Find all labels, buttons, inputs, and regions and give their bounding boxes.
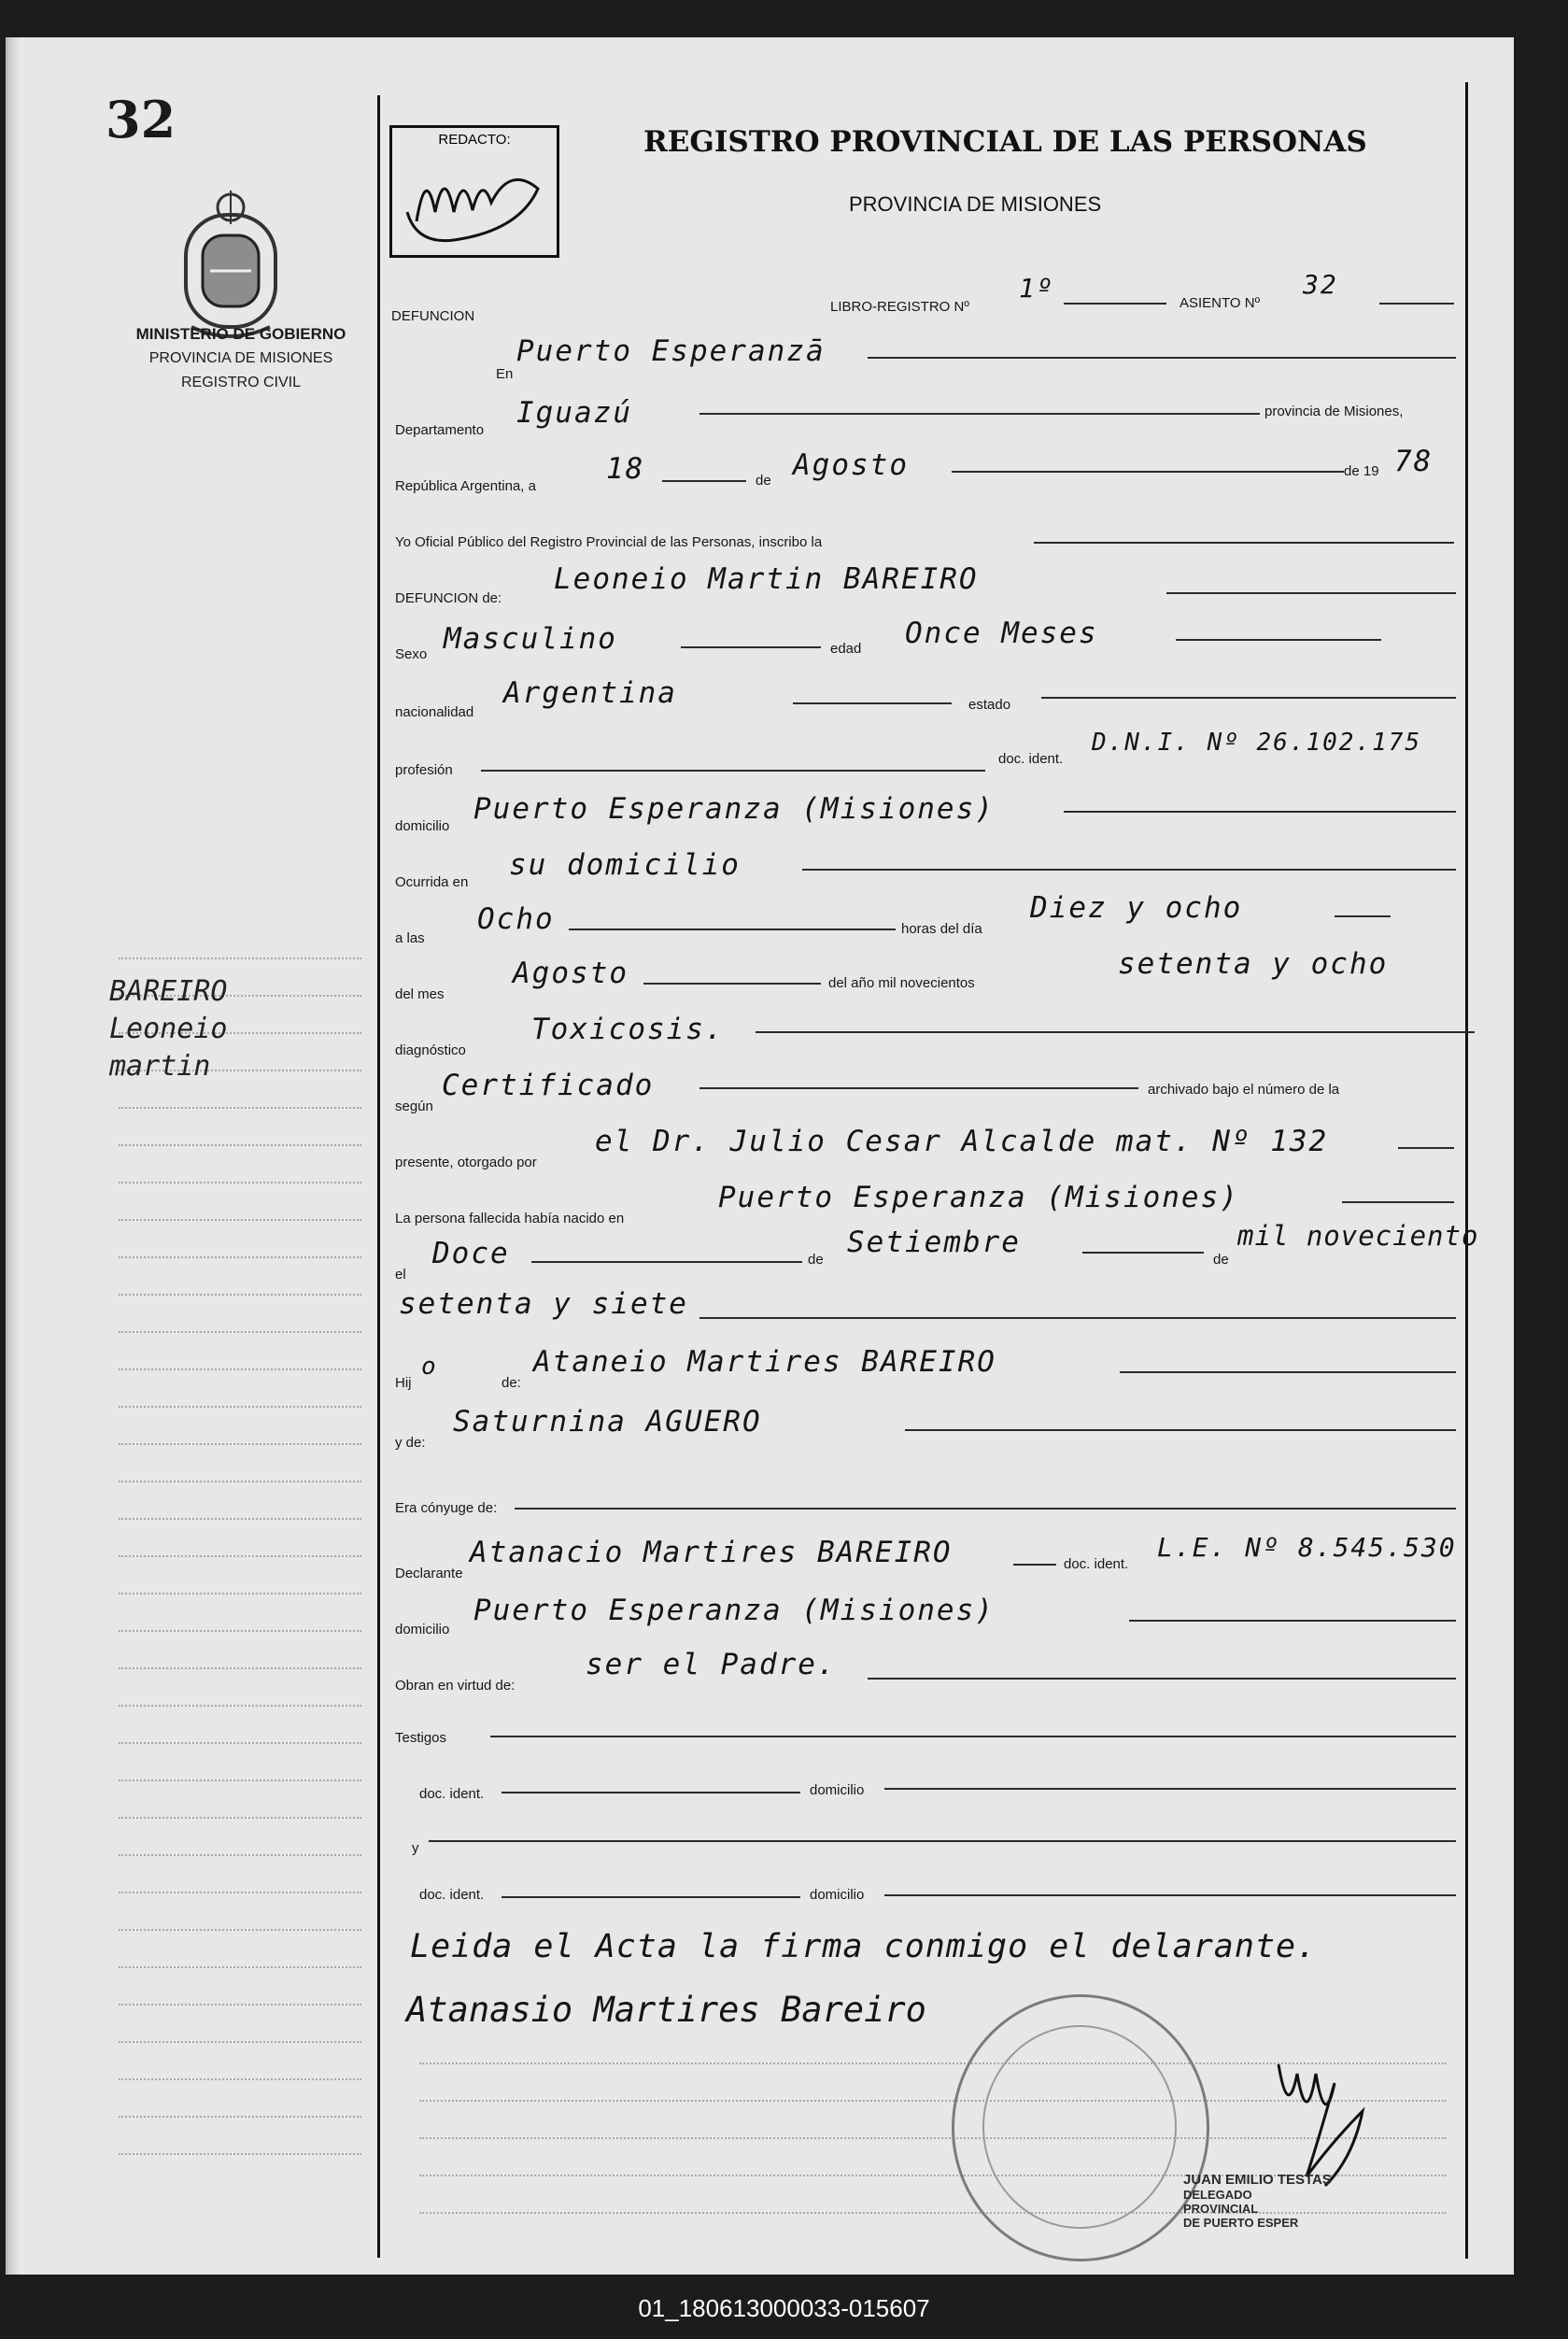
padre-value: Ataneio Martires BAREIRO [533,1345,996,1379]
margin-line [119,1555,361,1558]
redacto-box [389,125,559,258]
fill-line [905,1429,1456,1431]
otorgado-value: el Dr. Julio Cesar Alcalde mat. Nº 132 [595,1125,1329,1158]
nac-dia-value: Doce [432,1237,510,1270]
fill-line [868,357,1456,359]
fill-line [1041,697,1456,699]
de-colon-label: de: [501,1375,521,1391]
edad-label: edad [830,641,862,657]
diagnostico-label: diagnóstico [395,1042,466,1058]
margin-line [119,1294,361,1297]
el-label: el [395,1267,406,1283]
fill-line [952,471,1344,473]
fill-line [1013,1564,1056,1566]
de19-label: de 19 [1344,463,1379,479]
dia-value: 18 [606,452,645,486]
segun-label: según [395,1099,433,1114]
provincia-label: provincia de Misiones, [1264,404,1404,419]
domicilio-value: Puerto Esperanza (Misiones) [473,792,995,826]
nacido-value: Puerto Esperanza (Misiones) [718,1181,1239,1214]
doc-ident-label: doc. ident. [998,751,1064,767]
margin-line [119,1368,361,1371]
official-stamp-line: DELEGADO [1183,2188,1252,2202]
page-number: 32 [106,90,177,149]
declarante-domicilio-value: Puerto Esperanza (Misiones) [473,1594,995,1627]
declarante-signature: Atanasio Martires Bareiro [406,1990,926,2030]
departamento-label: Departamento [395,422,485,438]
margin-line [119,1256,361,1259]
fill-line [481,770,985,772]
libro-label: LIBRO-REGISTRO Nº [830,299,969,315]
nacionalidad-label: nacionalidad [395,704,474,720]
tipo-label: DEFUNCION [391,308,475,324]
redacto-label: REDACTO: [438,132,511,148]
fill-line [501,1792,800,1793]
margin-line [119,2078,361,2081]
asiento-value: 32 [1303,269,1338,300]
anio-fallec-value: setenta y ocho [1118,947,1389,981]
declarante-value: Atanacio Martires BAREIRO [470,1536,953,1569]
fill-line [1335,915,1391,917]
madre-value: Saturnina AGUERO [453,1405,762,1439]
margin-line [119,957,361,960]
margin-line [119,2153,361,2156]
fill-line [699,413,1260,415]
y-de-label: y de: [395,1435,426,1451]
domicilio-label: domicilio [810,1887,865,1903]
official-stamp-line: PROVINCIAL [1183,2202,1259,2216]
fill-line [1064,303,1166,305]
margin-line [119,1966,361,1969]
diagnostico-value: Toxicosis. [531,1013,725,1046]
left-rule [377,95,380,2258]
nac-anio-value: mil noveciento [1237,1220,1479,1252]
margin-line [119,1779,361,1782]
fill-line [1064,811,1456,813]
margin-line [119,2116,361,2119]
margin-line [119,2004,361,2006]
margin-line [119,1331,361,1334]
hora-value: Ocho [477,902,555,936]
fill-line [569,929,896,930]
nac-mes-value: Setiembre [847,1226,1021,1259]
fill-line [681,646,821,648]
fill-line [531,1261,802,1263]
fill-line [1342,1201,1454,1203]
hijo-sufijo: o [421,1353,438,1381]
domicilio-label: domicilio [810,1782,865,1798]
fill-line [1398,1147,1454,1149]
nacido-label: La persona fallecida había nacido en [395,1211,625,1226]
doc-ident-value: D.N.I. Nº 26.102.175 [1092,729,1422,757]
fill-line [793,702,952,704]
doc-ident-label: doc. ident. [419,1887,485,1903]
testigos-label: Testigos [395,1730,447,1746]
profesion-label: profesión [395,762,453,778]
nac-anio-value-2: setenta y siete [399,1287,688,1321]
redacto-signature-icon [398,147,551,249]
fill-line [699,1317,1456,1319]
declarante-doc-label: doc. ident. [1064,1556,1129,1572]
dia-fallec-value: Diez y ocho [1030,891,1243,925]
de-label: de [756,473,771,489]
margin-line [119,1817,361,1820]
obran-label: Obran en virtud de: [395,1678,516,1694]
localidad-value: Puerto Esperanzā [516,334,826,368]
asiento-label: ASIENTO Nº [1180,295,1261,311]
fill-line [662,480,746,482]
fill-line [1379,303,1454,305]
ministry-line: MINISTERIO DE GOBIERNO [135,325,346,343]
fill-line [1166,592,1456,594]
official-stamp-line: JUAN EMILIO TESTAS [1183,2172,1332,2188]
ocurrida-label: Ocurrida en [395,874,469,890]
a-las-label: a las [395,930,425,946]
estado-label: estado [968,697,1011,713]
official-stamp-line: DE PUERTO ESPER [1183,2216,1299,2230]
margin-line [119,1518,361,1521]
hij-label: Hij [395,1375,412,1391]
ministry-line: REGISTRO CIVIL [180,375,302,390]
fill-line [884,1894,1456,1896]
declarante-label: Declarante [395,1566,463,1581]
margin-line [119,1481,361,1483]
mes-value: Agosto [793,448,909,482]
margin-line [119,1593,361,1595]
registry-title: REGISTRO PROVINCIAL DE LAS PERSONAS [643,125,1367,159]
margin-line [119,1219,361,1222]
anio-value: 78 [1394,445,1434,478]
sexo-value: Masculino [444,622,617,656]
fill-line [643,983,821,985]
conyuge-label: Era cónyuge de: [395,1500,498,1516]
margin-line [119,2041,361,2044]
fill-line [1120,1371,1456,1373]
margin-line [119,1742,361,1745]
margin-note-line: BAREIRO [109,975,228,1008]
edad-value: Once Meses [905,617,1098,650]
margin-line [119,1406,361,1409]
fill-line [884,1788,1456,1790]
de-label: de [1213,1252,1229,1268]
sexo-label: Sexo [395,646,428,662]
margin-line [119,1630,361,1633]
official-stamp [1183,2172,1463,2230]
fill-line [429,1840,1456,1842]
fallecido-value: Leoneio Martin BAREIRO [554,562,979,596]
mes-fallec-value: Agosto [513,957,629,990]
closing-text: Leida el Acta la firma conmigo el delarante. [410,1928,1318,1965]
right-rule [1465,82,1468,2259]
margin-line [119,1443,361,1446]
margin-note [109,973,227,1085]
margin-line [119,1892,361,1894]
fill-line [1082,1252,1204,1254]
libro-value: 1º [1019,273,1054,304]
domicilio-label: domicilio [395,818,450,834]
archivado-label: archivado bajo el número de la [1148,1082,1340,1098]
image-id-footer: 01_180613000033-015607 [638,2294,930,2322]
fill-line [1034,542,1454,544]
margin-lines [119,37,361,2186]
fill-line [802,869,1456,871]
fill-line [756,1031,1475,1033]
declarante-doc-value: L.E. Nº 8.545.530 [1157,1532,1457,1563]
fill-line [1176,639,1381,641]
nacionalidad-value: Argentina [503,676,677,710]
segun-value: Certificado [442,1069,655,1102]
horas-dia-label: horas del día [901,921,982,937]
del-anio-label: del año mil novecientos [828,975,975,991]
del-mes-label: del mes [395,986,445,1002]
fill-line [515,1508,1456,1510]
margin-line [119,1182,361,1184]
doc-ident-label: doc. ident. [419,1786,485,1802]
margin-line [119,1667,361,1670]
registry-subtitle: PROVINCIA DE MISIONES [849,192,1102,216]
departamento-value: Iguazú [516,396,632,430]
fill-line [501,1896,800,1898]
y-label: y [412,1840,419,1856]
margin-line [119,1144,361,1147]
yo-oficial-label: Yo Oficial Público del Registro Provincial de las Personas, inscribo la [395,534,823,550]
ocurrida-value: su domicilio [509,848,741,882]
ministry-line: PROVINCIA DE MISIONES [148,350,333,366]
republica-label: República Argentina, a [395,478,536,494]
fill-line [1129,1620,1456,1622]
registry-seal-icon [952,1994,1209,2261]
margin-line [119,1854,361,1857]
margin-line [119,1705,361,1708]
obran-value: ser el Padre. [586,1648,837,1681]
domicilio-label: domicilio [395,1622,450,1637]
document-page [6,37,1514,2275]
fill-line [699,1087,1138,1089]
margin-note-line: martin [109,1050,211,1083]
fill-line [868,1678,1456,1680]
presente-label: presente, otorgado por [395,1155,537,1170]
fill-line [490,1736,1456,1737]
de-label: de [808,1252,824,1268]
defuncion-de-label: DEFUNCION de: [395,590,502,606]
margin-note-line: Leoneio [109,1013,228,1045]
margin-line [119,1107,361,1110]
en-label: En [496,366,514,382]
margin-line [119,1929,361,1932]
